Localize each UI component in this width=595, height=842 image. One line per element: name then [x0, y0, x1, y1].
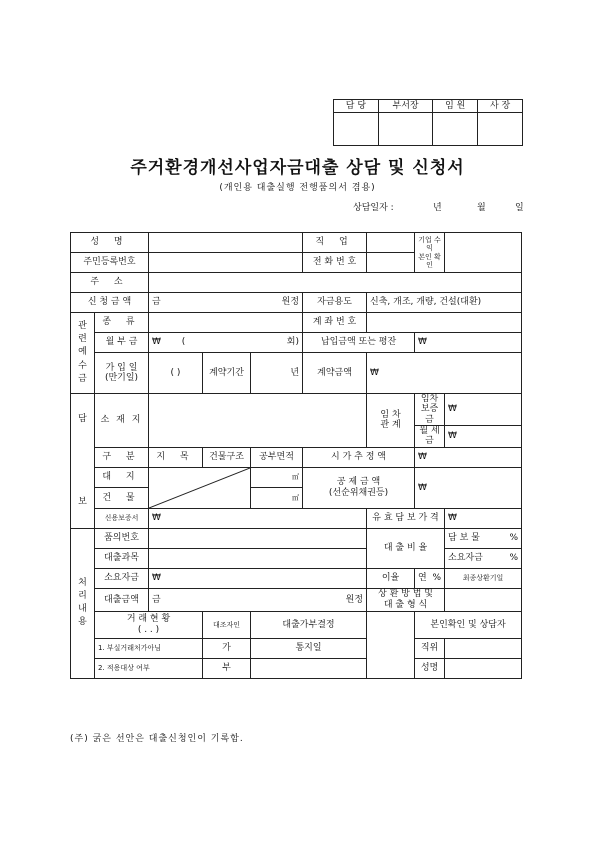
term-label: 계약기간 [203, 353, 251, 394]
bad-record-label: 1. 부실거래처가아님 [95, 638, 203, 658]
official-area-label: 공부면적 [251, 447, 303, 467]
deduction-text: 공 제 금 액 [336, 477, 381, 488]
repay-method-field[interactable] [445, 588, 522, 611]
account-field[interactable] [445, 233, 522, 273]
contract-amount-field[interactable] [367, 353, 522, 394]
usage-label: 자금용도 [303, 293, 367, 313]
building-area-field[interactable]: ㎡ [251, 488, 303, 509]
won-sign: ₩ [448, 431, 457, 442]
phone-field[interactable] [367, 253, 415, 273]
location-field[interactable] [149, 394, 367, 448]
lease-deposit-field[interactable] [445, 394, 522, 426]
name-label: 성 명 [71, 233, 149, 253]
position-field[interactable] [445, 638, 522, 658]
land-category-label: 지 목 [149, 447, 203, 467]
payment-field[interactable] [415, 333, 522, 353]
required-item-cell[interactable] [445, 548, 522, 568]
account-label [415, 233, 445, 273]
consult-date-day: 일 [515, 203, 524, 213]
maturity-text: (만기일) [104, 373, 139, 383]
interest-year: 연 [418, 573, 427, 584]
payment-label: 납입금액 또는 평잔 [303, 333, 415, 353]
approval-header: 담 당 [334, 100, 379, 113]
page-subtitle: (개인용 대출실행 전행품의서 겸용) [219, 183, 376, 193]
consult-date-month: 월 [477, 203, 486, 213]
won-sign: ₩ [370, 367, 379, 378]
signature-cell[interactable] [334, 113, 379, 146]
monthly-rent-label: 월 세 금 [415, 426, 445, 448]
inquirer-label: 대조자인 [203, 611, 251, 638]
loan-ratio-label: 대 출 비 율 [367, 528, 445, 568]
deduction-field[interactable] [415, 467, 522, 508]
amount-unit: 원정 [345, 594, 364, 605]
transaction-paren: ( . . ) [137, 624, 160, 635]
lease-text: 임 차 [380, 410, 401, 421]
signature-cell[interactable] [378, 113, 432, 146]
occupation-field[interactable] [367, 233, 415, 253]
deposit-kind-label: 종 류 [95, 313, 149, 333]
notice-date-field[interactable] [251, 658, 367, 678]
lease-deposit-label: 임차보증금 [415, 394, 445, 426]
decision-extra-field[interactable] [367, 611, 415, 678]
installment-label: 회) [286, 337, 300, 348]
percent-sign: % [432, 573, 442, 584]
interest-field[interactable] [415, 568, 445, 588]
address-field[interactable] [149, 273, 522, 293]
building-structure-label: 건물구조 [203, 447, 251, 467]
loan-amount-field[interactable] [149, 588, 367, 611]
consult-date-label: 상담일자 : [353, 203, 394, 213]
page-title: 주거환경개선사업자금대출 상담 및 신청서 [130, 158, 465, 178]
won-sign: ₩ [152, 337, 161, 348]
won-sign: ₩ [418, 337, 427, 348]
category-label: 구 분 [95, 447, 149, 467]
market-value-label: 시 가 추 정 액 [303, 447, 415, 467]
monthly-field[interactable] [149, 333, 303, 353]
identity-label: 본인확인 및 상담자 [415, 611, 522, 638]
processing-side-label: 처리내용 [71, 528, 95, 678]
building-label: 건 물 [95, 488, 149, 509]
notice-date-label: 통지일 [251, 638, 367, 658]
required-funds-label: 소요자금 [95, 568, 149, 588]
lease-rel-text: 관 계 [380, 420, 401, 431]
diagonal-strike-icon [149, 468, 250, 508]
transaction-text: 거 래 현 황 [126, 614, 171, 625]
required-item-label: 소요자금 [448, 553, 483, 564]
contract-amount-label: 계약금액 [303, 353, 367, 394]
account-no-label: 계 좌 번 호 [303, 313, 367, 333]
loan-type-text: 대 출 형 식 [383, 599, 428, 610]
footnote: (주) 굵은 선안은 대출신청인이 기록함. [70, 734, 244, 744]
decision-label: 대출가부결정 [251, 611, 367, 638]
approval-header: 부서장 [378, 100, 432, 113]
amount-unit: 원정 [281, 297, 300, 308]
percent-sign: % [509, 533, 519, 544]
approval-no-label: 품의번호 [95, 528, 149, 548]
application-form [70, 232, 522, 679]
won-sign: ₩ [448, 513, 457, 524]
deposit-kind-field[interactable] [149, 313, 303, 333]
deposit-side-label: 관련예수금 [71, 313, 95, 394]
signature-cell[interactable] [433, 113, 478, 146]
final-repay-label: 최종상환기일 [445, 568, 522, 588]
interest-label: 이율 [367, 568, 415, 588]
market-value-field[interactable] [415, 447, 522, 467]
transaction-label [95, 611, 203, 638]
collateral-item-label: 담 보 물 [448, 533, 480, 544]
resident-no-field[interactable] [149, 253, 303, 273]
person-name-field[interactable] [445, 658, 522, 678]
bu-label[interactable]: 부 [203, 658, 251, 678]
won-sign: ₩ [418, 482, 427, 493]
account-no-field[interactable] [367, 313, 522, 333]
loan-amount-label: 대출금액 [95, 588, 149, 611]
credit-guarantee-label: 신용보증서 [95, 508, 149, 528]
request-amount-field[interactable] [149, 293, 303, 313]
approval-box [333, 99, 523, 146]
land-label: 대 지 [95, 467, 149, 488]
account-label-text: 기업 수익 [418, 236, 441, 253]
loan-subject-field[interactable] [149, 548, 367, 568]
open-paren: ( [181, 337, 186, 348]
address-label: 주 소 [71, 273, 149, 293]
collateral-side-label [71, 394, 95, 529]
percent-sign: % [509, 553, 519, 564]
land-building-field[interactable] [149, 467, 251, 508]
won-sign: ₩ [418, 452, 427, 463]
land-area-field[interactable]: ㎡ [251, 467, 303, 488]
loan-subject-label: 대출과목 [95, 548, 149, 568]
join-date-text: 가 입 일 [105, 362, 138, 373]
approval-header: 임 원 [433, 100, 478, 113]
monthly-rent-field[interactable] [445, 426, 522, 448]
name-field[interactable] [149, 233, 303, 253]
term-field[interactable]: 년 [251, 353, 303, 394]
proper-target-label: 2. 적용대상 여부 [95, 658, 203, 678]
occupation-label: 직 업 [303, 233, 367, 253]
resident-no-label: 주민등록번호 [71, 253, 149, 273]
monthly-label: 월 부 금 [95, 333, 149, 353]
won-sign: ₩ [152, 573, 161, 584]
won-sign: ₩ [448, 404, 457, 415]
amount-prefix: 금 [152, 594, 161, 605]
approval-header: 사 장 [478, 100, 523, 113]
join-date-field[interactable]: ( ) [149, 353, 203, 394]
signature-cell[interactable] [478, 113, 523, 146]
ga-label[interactable]: 가 [203, 638, 251, 658]
required-funds-field[interactable] [149, 568, 367, 588]
collateral-item-cell[interactable] [445, 528, 522, 548]
deduction-label [303, 467, 415, 508]
effective-value-label: 유 효 담 보 가 격 [367, 508, 445, 528]
account-label-sub: 본인 확인 [418, 252, 441, 269]
location-label: 소 재 지 [95, 394, 149, 448]
approval-no-field[interactable] [149, 528, 367, 548]
phone-label: 전 화 번 호 [303, 253, 367, 273]
consult-date-year: 년 [433, 203, 442, 213]
repay-method-text: 상 환 방 법 및 [378, 589, 433, 600]
collateral-side-top: 담 [78, 414, 87, 425]
position-label: 직위 [415, 638, 445, 658]
repay-method-label [367, 588, 445, 611]
effective-value-field[interactable] [445, 508, 522, 528]
lease-label [367, 394, 415, 448]
credit-guarantee-field[interactable] [149, 508, 367, 528]
join-date-label [95, 353, 149, 394]
usage-options[interactable]: 신축, 개조, 개량, 건설(대환) [367, 293, 522, 313]
deduction-sub-text: (선순위채권등) [328, 487, 389, 498]
amount-prefix: 금 [152, 297, 161, 308]
collateral-side-bottom: 보 [78, 497, 87, 508]
person-name-label: 성명 [415, 658, 445, 678]
won-sign: ₩ [152, 513, 161, 524]
request-amount-label: 신 청 금 액 [71, 293, 149, 313]
